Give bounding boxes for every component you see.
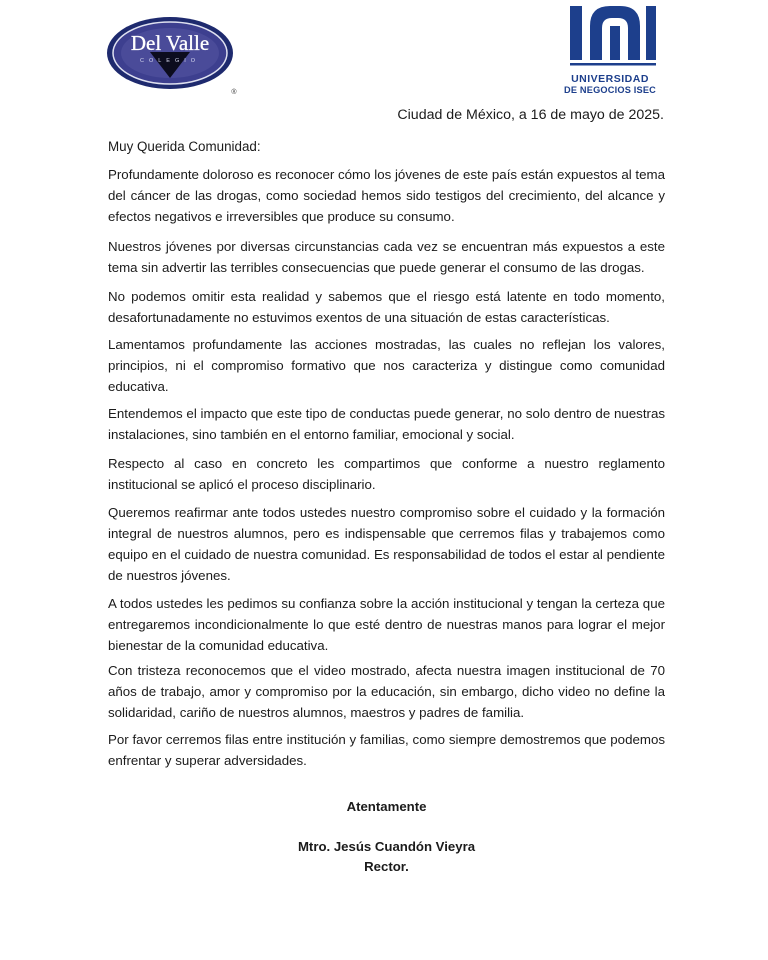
paragraph-5: Entendemos el impacto que este tipo de conductas puede generar, no solo dentro de nuestras instalaciones, sino también en el entorno familiar, emocional y social. <box>108 406 665 442</box>
del-valle-logo <box>106 15 242 95</box>
paragraph-3: No podemos omitir esta realidad y sabemos que el riesgo está latente en todo momento, desafortunadamente no estuvimos exentos de una situación de estas características. <box>108 289 665 325</box>
del-valle-wordmark: Del Valle <box>130 31 210 55</box>
paragraph-8: A todos ustedes les pedimos su confianza sobre la acción institucional y tengan la certeza que entregaremos incondicionalmente lo que esté dentro de nuestras manos para lograr el mejor bienestar de la comunidad educativa. <box>108 596 665 653</box>
closing: Atentamente <box>346 799 427 814</box>
isec-name-line1: UNIVERSIDAD <box>571 73 649 85</box>
del-valle-subtext: COLEGIO <box>139 58 201 64</box>
paragraph-2: Nuestros jóvenes por diversas circunstancias cada vez se encuentran más expuestos a este tema sin advertir las terribles consecuencias que puede generar el consumo de las drogas. <box>108 239 665 275</box>
paragraph-1: Profundamente doloroso es reconocer cómo los jóvenes de este país están expuestos al tema del cáncer de las drogas, como sociedad hemos sido testigos del crecimiento, del alcance y efectos negativos e irreversibles que produce su consumo. <box>108 167 665 224</box>
salutation: Muy Querida Comunidad: <box>108 139 261 154</box>
paragraph-10: Por favor cerremos filas entre institución y familias, como siempre demostremos que podemos enfrentar y superar adversidades. <box>108 732 665 768</box>
isec-logo <box>555 4 665 100</box>
paragraph-7: Queremos reafirmar ante todos ustedes nuestro compromiso sobre el cuidado y la formación integral de nuestros alumnos, pero es indispensable que cerremos filas y trabajemos como equipo en el cuidado de nuestra comunidad. Es responsabilidad de todos el estar al pendiente de nuestros jóvenes. <box>108 505 665 583</box>
paragraph-9: Con tristeza reconocemos que el video mostrado, afecta nuestra imagen institucional de 70 años de trabajo, amor y compromiso por la educación, sin embargo, dicho video no define la solidaridad, cariño de nuestros alumnos, maestros y padres de familia. <box>108 663 665 720</box>
signer-title: Rector. <box>364 859 409 874</box>
isec-emblem-icon <box>560 4 660 72</box>
paragraph-6: Respecto al caso en concreto les compartimos que conforme a nuestro reglamento institucional se aplicó el proceso disciplinario. <box>108 456 665 492</box>
paragraph-4: Lamentamos profundamente las acciones mostradas, las cuales no reflejan los valores, principios, ni el compromiso formativo que nos caracteriza y distingue como comunidad educativa. <box>108 337 665 394</box>
isec-name-line2: DE NEGOCIOS ISEC <box>563 85 657 95</box>
signer-name: Mtro. Jesús Cuandón Vieyra <box>297 839 476 854</box>
registered-mark: ® <box>231 89 237 95</box>
letter-date: Ciudad de México, a 16 de mayo de 2025. <box>397 107 664 123</box>
